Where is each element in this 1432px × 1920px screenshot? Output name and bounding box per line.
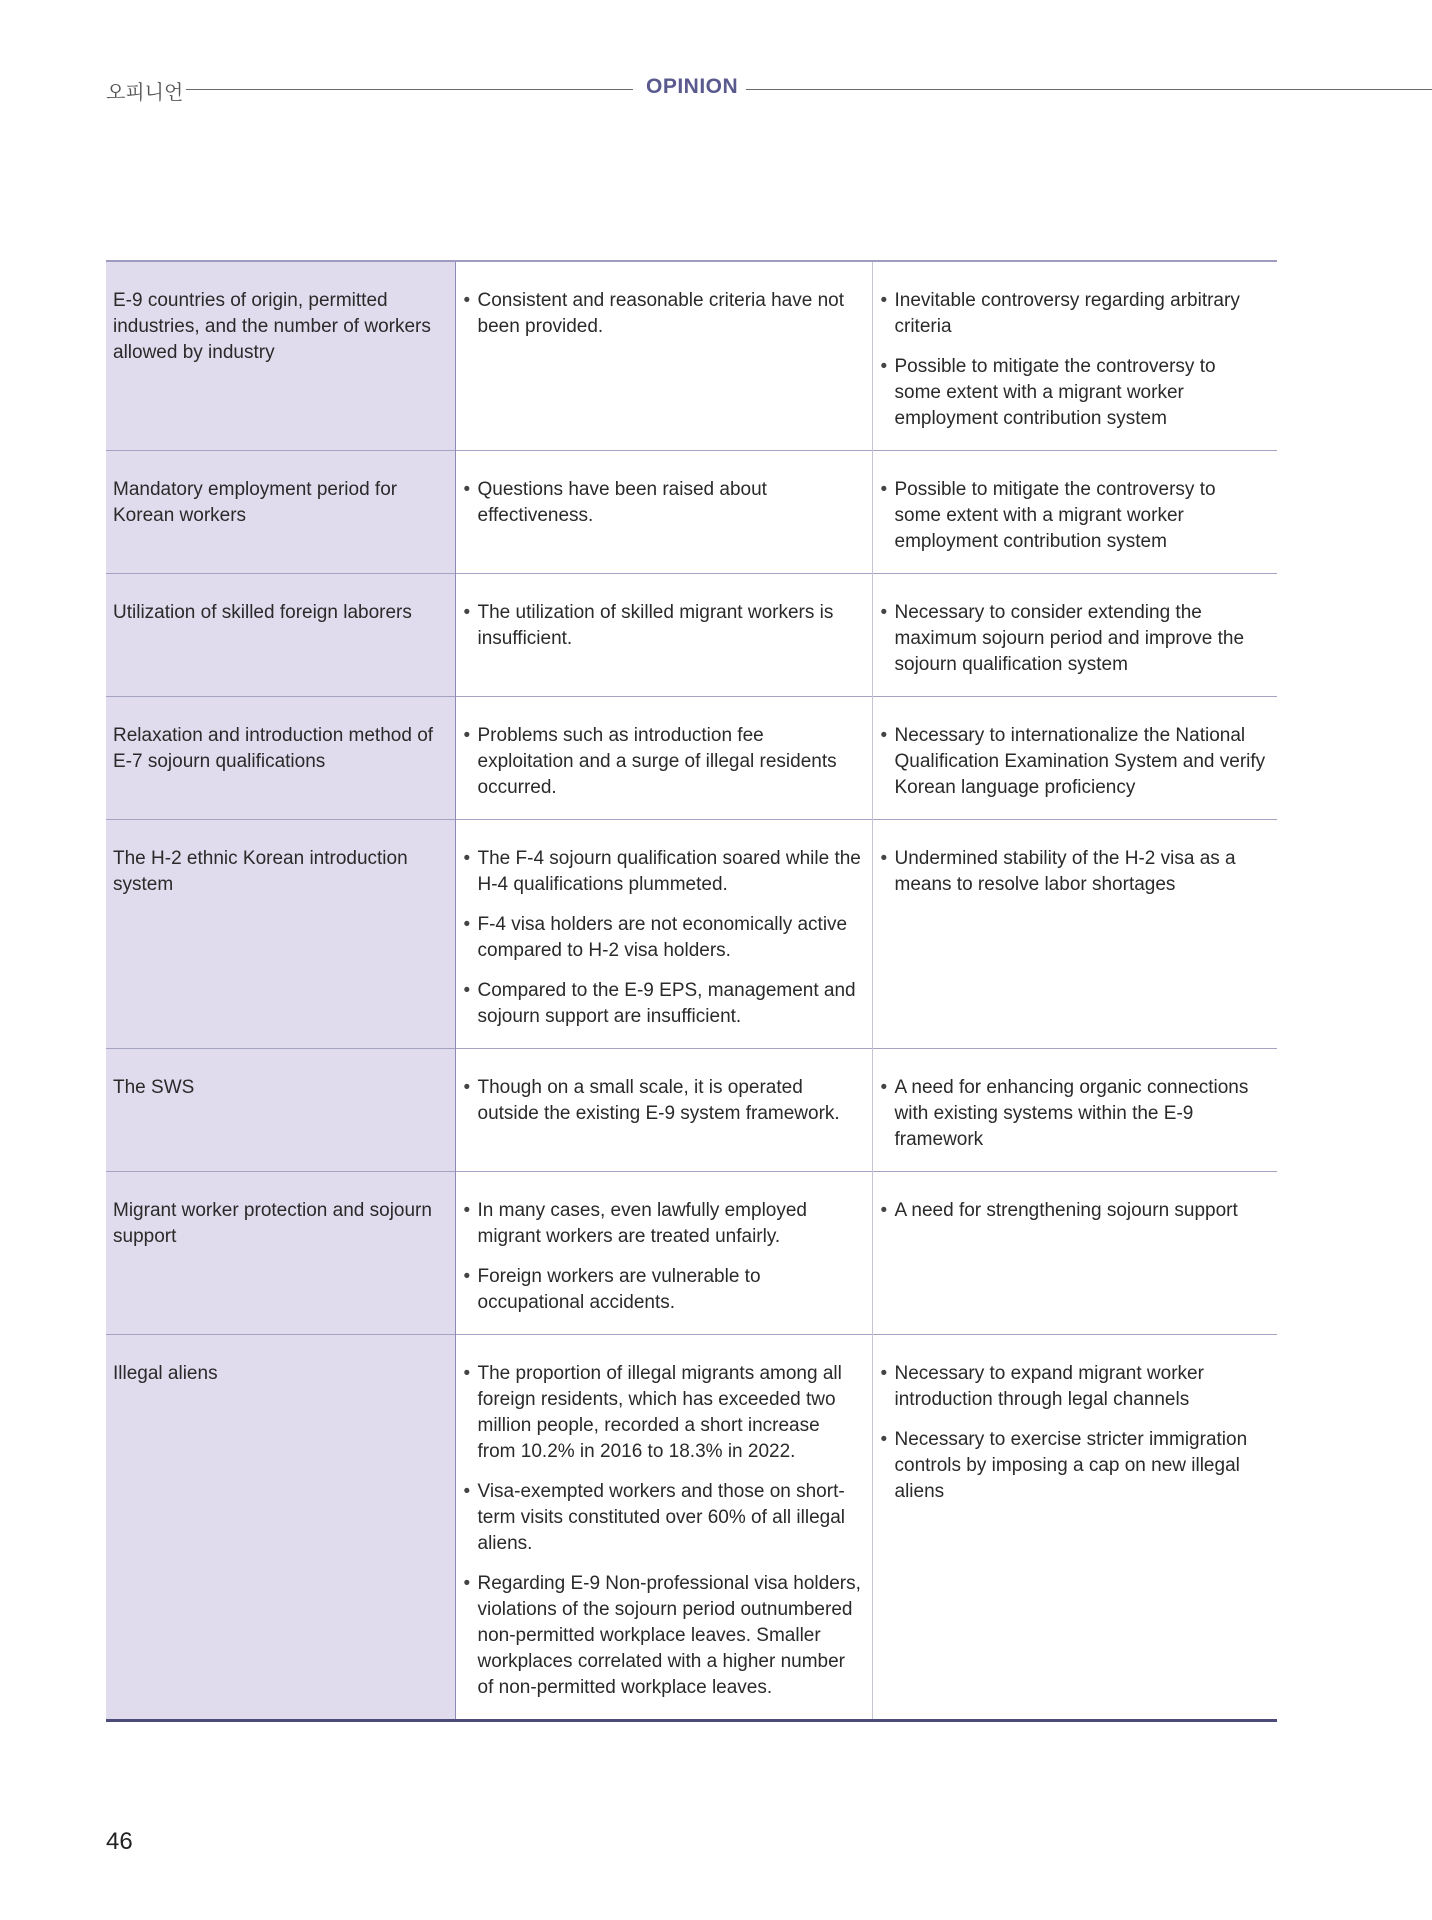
bullet-item: • Necessary to expand migrant worker introduction through legal channels xyxy=(881,1361,1268,1413)
issues-cell xyxy=(455,451,872,574)
issues-cell xyxy=(455,697,872,820)
bullet-list xyxy=(464,477,862,529)
bullet-item: • Undermined stability of the H-2 visa as a means to resolve labor shortages xyxy=(881,846,1268,898)
bullet-item: • The F-4 sojourn qualification soared while the H-4 qualifications plummeted. xyxy=(464,846,862,898)
implications-cell xyxy=(872,574,1277,697)
page-header xyxy=(106,74,1432,104)
bullet-item: • Consistent and reasonable criteria have not been provided. xyxy=(464,288,862,340)
topic-cell: Relaxation and introduction method of E-7 sojourn qualifications xyxy=(106,697,455,820)
bullet-list xyxy=(881,288,1268,432)
bullet-list xyxy=(881,1361,1268,1505)
bullet-item: • F-4 visa holders are not economically active compared to H-2 visa holders. xyxy=(464,912,862,964)
bullet-item: • The proportion of illegal migrants among all foreign residents, which has exceeded two million people, recorded a short increase from 10.2% in 2016 to 18.3% in 2022. xyxy=(464,1361,862,1465)
bullet-item: • Possible to mitigate the controversy to some extent with a migrant worker employment contribution system xyxy=(881,477,1268,555)
bullet-list xyxy=(464,1075,862,1127)
bullet-item: • Though on a small scale, it is operated outside the existing E-9 system framework. xyxy=(464,1075,862,1127)
implications-cell xyxy=(872,1172,1277,1335)
topic-cell: Migrant worker protection and sojourn support xyxy=(106,1172,455,1335)
page-number: 46 xyxy=(106,1828,133,1855)
policy-issues-table xyxy=(106,260,1277,1722)
table-row xyxy=(106,451,1277,574)
implications-cell xyxy=(872,1335,1277,1721)
implications-cell xyxy=(872,451,1277,574)
issues-cell xyxy=(455,261,872,451)
bullet-list xyxy=(464,1198,862,1316)
bullet-item: • Possible to mitigate the controversy to some extent with a migrant worker employment contribution system xyxy=(881,354,1268,432)
bullet-list xyxy=(464,288,862,340)
bullet-list xyxy=(881,846,1268,898)
bullet-item: • In many cases, even lawfully employed migrant workers are treated unfairly. xyxy=(464,1198,862,1250)
bullet-item: • Necessary to consider extending the maximum sojourn period and improve the sojourn qualification system xyxy=(881,600,1268,678)
implications-cell xyxy=(872,261,1277,451)
section-label-korean: 오피니언 xyxy=(106,82,184,104)
bullet-list xyxy=(881,600,1268,678)
bullet-item: • Visa-exempted workers and those on short-term visits constituted over 60% of all illegal aliens. xyxy=(464,1479,862,1557)
table-row xyxy=(106,574,1277,697)
bullet-item: • Inevitable controversy regarding arbitrary criteria xyxy=(881,288,1268,340)
topic-cell: Utilization of skilled foreign laborers xyxy=(106,574,455,697)
bullet-item: • Necessary to exercise stricter immigration controls by imposing a cap on new illegal aliens xyxy=(881,1427,1268,1505)
bullet-list xyxy=(464,846,862,1030)
table-row xyxy=(106,1335,1277,1721)
bullet-item: • Questions have been raised about effectiveness. xyxy=(464,477,862,529)
bullet-list xyxy=(881,1198,1268,1224)
table-body xyxy=(106,261,1277,1721)
implications-cell xyxy=(872,820,1277,1049)
bullet-item: • Foreign workers are vulnerable to occupational accidents. xyxy=(464,1264,862,1316)
issues-cell xyxy=(455,1172,872,1335)
bullet-list xyxy=(464,1361,862,1701)
bullet-item: • Problems such as introduction fee exploitation and a surge of illegal residents occurred. xyxy=(464,723,862,801)
bullet-list xyxy=(881,1075,1268,1153)
topic-cell: Illegal aliens xyxy=(106,1335,455,1721)
table-row xyxy=(106,261,1277,451)
table-row xyxy=(106,820,1277,1049)
bullet-list xyxy=(464,600,862,652)
bullet-item: • Regarding E-9 Non-professional visa holders, violations of the sojourn period outnumbered non-permitted workplace leaves. Smaller workplaces correlated with a higher number of non-permitted workplace leaves. xyxy=(464,1571,862,1701)
bullet-item: • Compared to the E-9 EPS, management and sojourn support are insufficient. xyxy=(464,978,862,1030)
table-row xyxy=(106,697,1277,820)
bullet-item: • A need for enhancing organic connections with existing systems within the E-9 framework xyxy=(881,1075,1268,1153)
issues-cell xyxy=(455,1335,872,1721)
header-divider-right xyxy=(746,89,1432,90)
bullet-item: • The utilization of skilled migrant workers is insufficient. xyxy=(464,600,862,652)
section-label-english: OPINION xyxy=(646,75,739,98)
bullet-list xyxy=(464,723,862,801)
implications-cell xyxy=(872,1049,1277,1172)
table-row xyxy=(106,1172,1277,1335)
header-divider-left xyxy=(186,89,633,90)
table-row xyxy=(106,1049,1277,1172)
implications-cell xyxy=(872,697,1277,820)
issues-cell xyxy=(455,1049,872,1172)
topic-cell: E-9 countries of origin, permitted industries, and the number of workers allowed by industry xyxy=(106,261,455,451)
issues-cell xyxy=(455,820,872,1049)
bullet-item: • A need for strengthening sojourn support xyxy=(881,1198,1268,1224)
topic-cell: The H-2 ethnic Korean introduction system xyxy=(106,820,455,1049)
topic-cell: Mandatory employment period for Korean workers xyxy=(106,451,455,574)
issues-cell xyxy=(455,574,872,697)
bullet-list xyxy=(881,477,1268,555)
bullet-item: • Necessary to internationalize the National Qualification Examination System and verify Korean language proficiency xyxy=(881,723,1268,801)
bullet-list xyxy=(881,723,1268,801)
topic-cell: The SWS xyxy=(106,1049,455,1172)
